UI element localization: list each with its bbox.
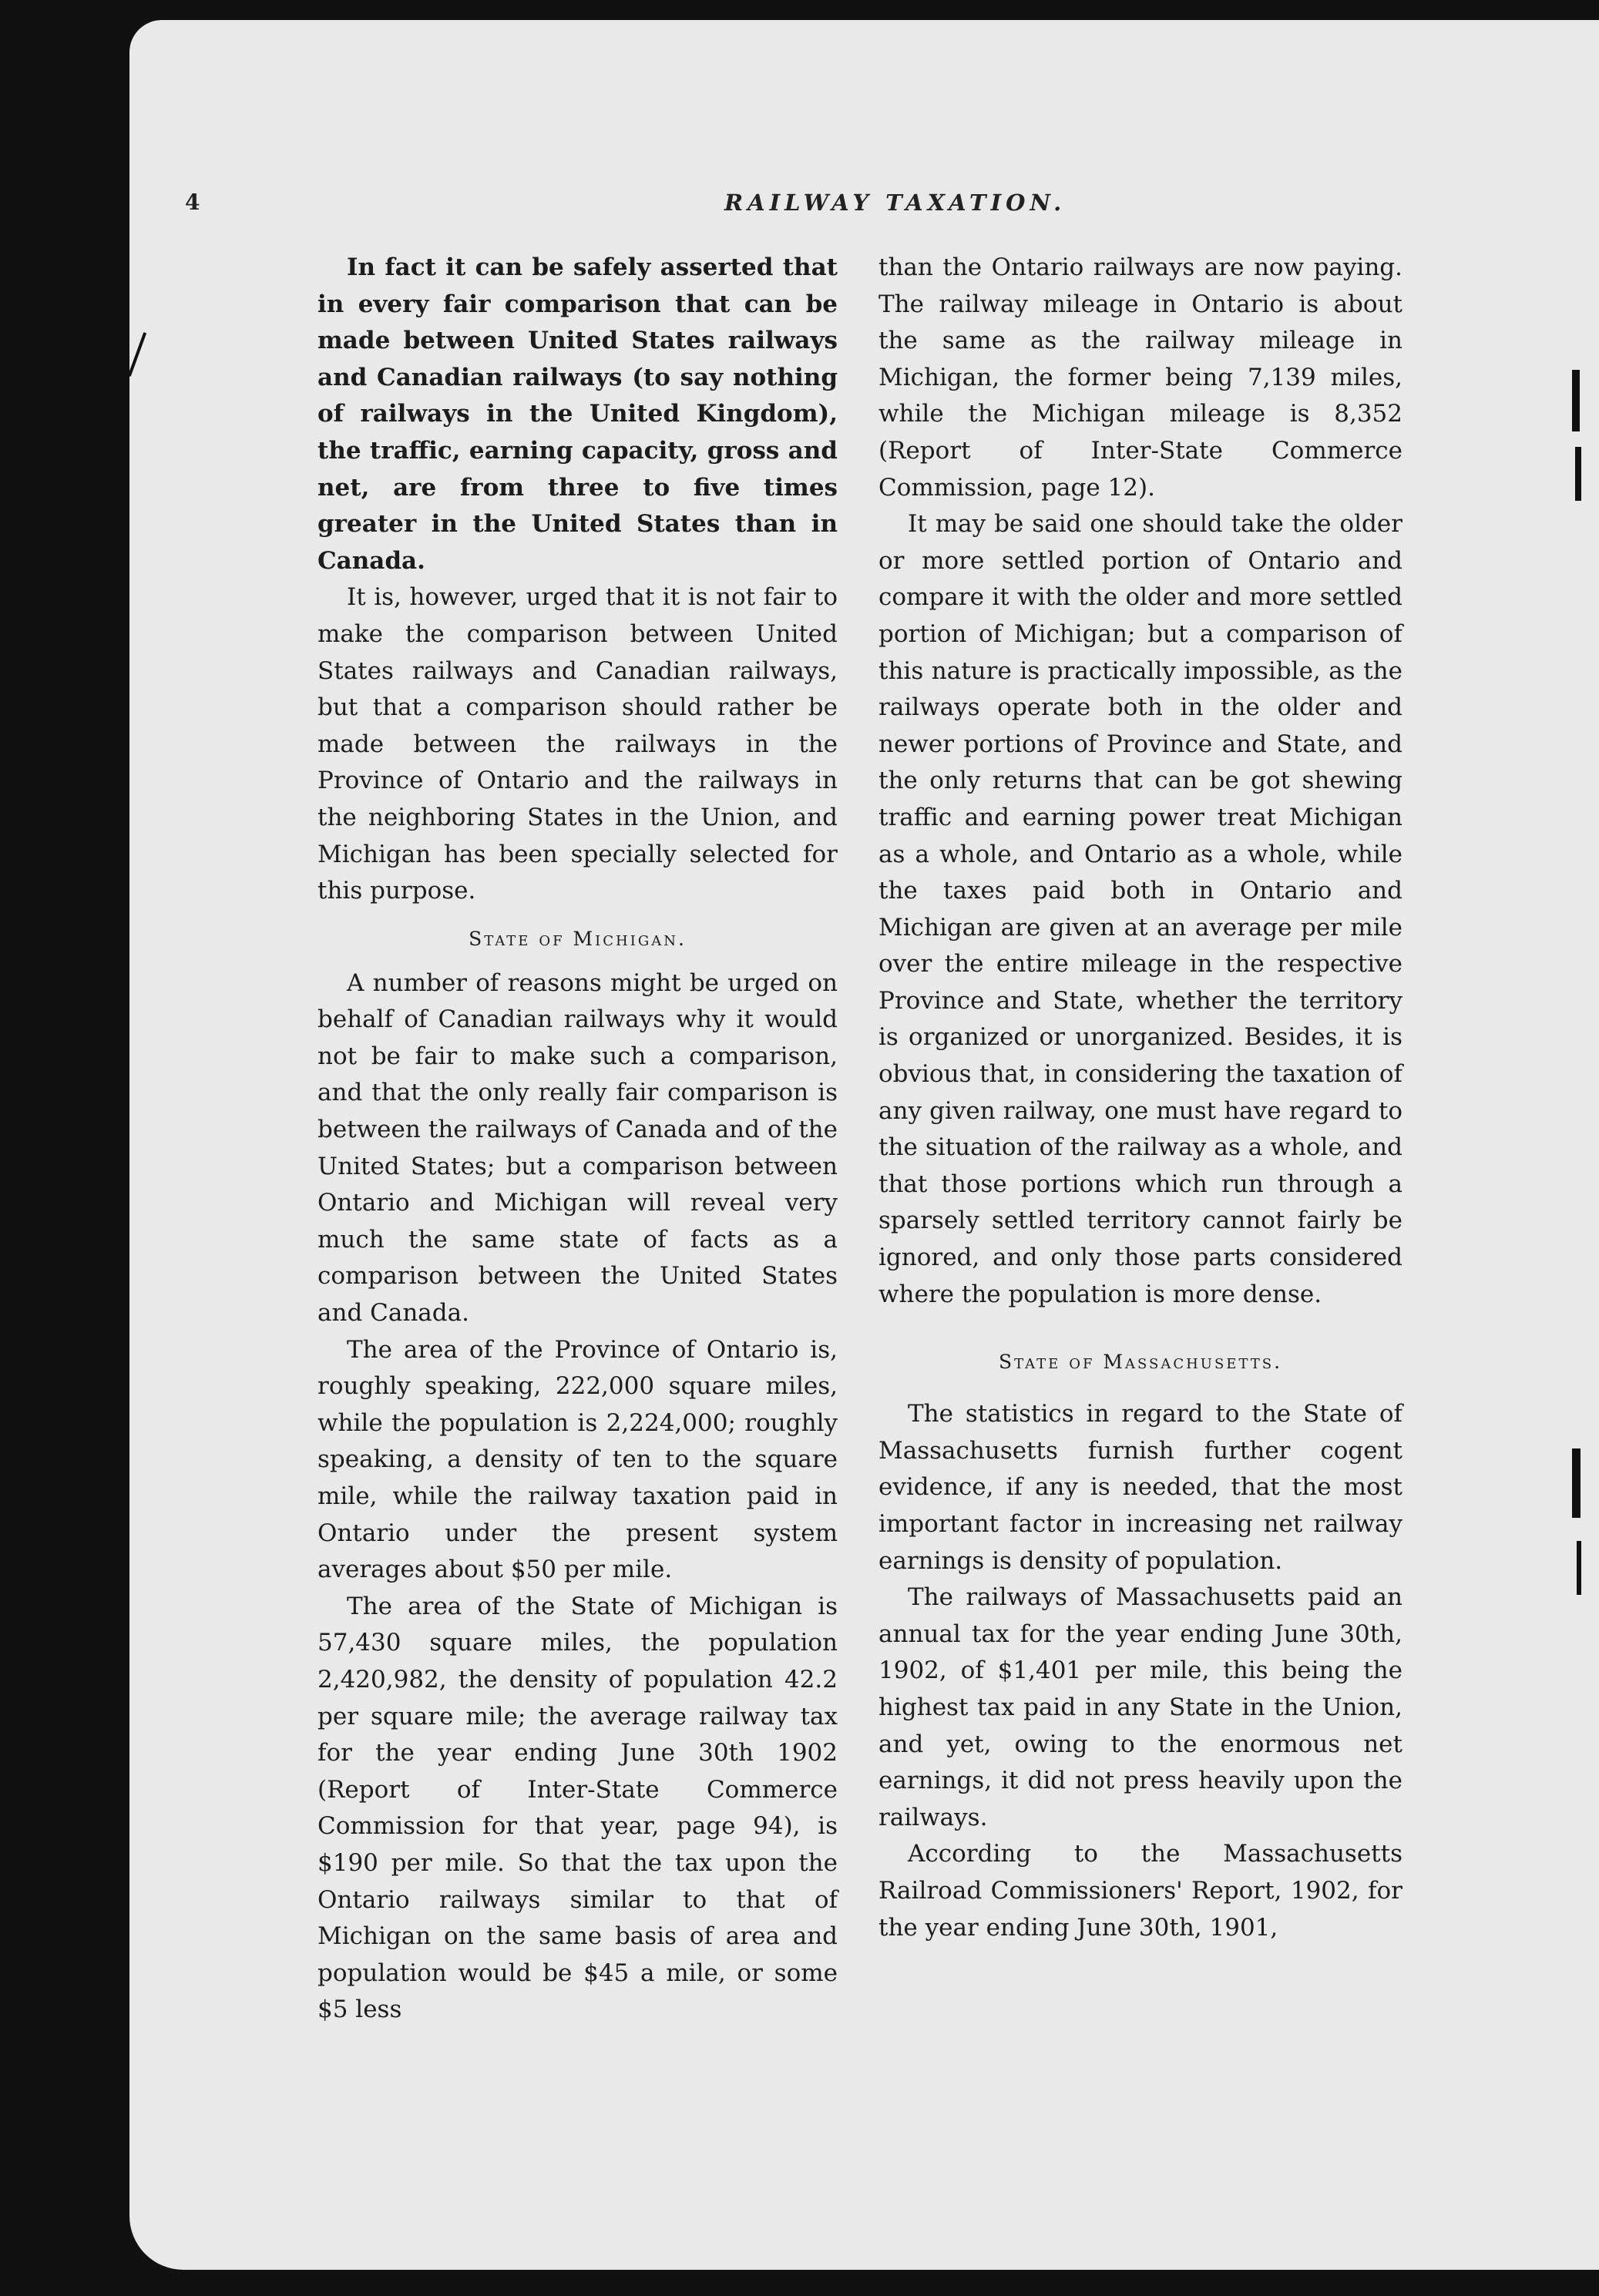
paragraph: It may be said one should take the older or more settled portion of Ontario and compare it with the older and more settled portion of Michigan; but a comparison of this nature is practically impossible, as the railways operate both in the older and newer portions of Province and State, and the only returns that can be got shewing traffic and earning power treat Michigan as a whole, and Ontario as a whole, while the taxes paid both in Ontario and Michigan are given at an average per mile over the entire mileage in the respective Province and State, whether the territory is organized or unorganized. Besides, it is obvious that, in considering the taxation of any given railway, one must have regard to the situation of the railway as a whole, and that those portions which run through a sparsely settled territory cannot fairly be ignored, and only those parts considered where the population is more dense. [878,510,1402,1308]
paragraph: The railways of Massachusetts paid an annual tax for the year ending June 30th, 1902, of $1,401 per mile, this being the highest tax paid in any State in the Union, and yet, owing to the enormous net earnings, it did not press heavily upon the railways. [878,1583,1402,1831]
section-heading-michigan: State of Michigan. [469,927,687,950]
paragraph: In fact it can be safely asserted that in every fair comparison that can be made between United States railways and Canadian railways (to say nothing of railways in the United Kingdom), the traffic, earning capacity, gross and net, are from three to five times greater in the United States than in Canada. [317,253,838,575]
margin-mark [1572,1448,1581,1518]
page-number: 4 [185,190,200,215]
margin-mark [1577,1541,1581,1595]
running-head-title: RAILWAY TAXATION. [724,190,1067,216]
paragraph: It is, however, urged that it is not fair to make the comparison between United States railways and Canadian railways, but that a comparison should rather be made between the railways in the Province of Ontario and the railways in the neighboring States in the Union, and Michigan has been specially selected for this purpose. [317,583,838,905]
right-column [878,250,1402,1946]
paragraph: The area of the Province of Ontario is, roughly speaking, 222,000 square miles, while the population is 2,224,000; roughly speaking, a density of ten to the square mile, while the railway taxation paid in Ontario under the present system averages about $50 per mile. [317,1335,838,1584]
section-heading-massachusetts: State of Massachusetts. [998,1351,1283,1374]
margin-mark [1575,447,1581,501]
paragraph: The area of the State of Michigan is 57,430 square miles, the population 2,420,982, the density of population 42.2 per square mile; the average railway tax for the year ending June 30th 1902 (Report of Inter-State Commerce Commission for that year, page 94), is $190 per mile. So that the tax upon the Ontario railways similar to that of Michigan on the same basis of area and population would be $45 a mile, or some $5 less [317,1592,838,2024]
left-column [317,250,838,2029]
paragraph: The statistics in regard to the State of Massachusetts furnish further cogent evidence, if any is needed, that the most important factor in increasing net railway earnings is density of population. [878,1400,1402,1575]
paragraph: A number of reasons might be urged on behalf of Canadian railways why it would not be fair to make such a comparison, and that the only really fair comparison is between the railways of Canada and of the United States; but a comparison between Ontario and Michigan will reveal very much the same state of facts as a comparison between the United States and Canada. [317,968,838,1328]
paragraph: According to the Massachusetts Railroad Commissioners' Report, 1902, for the year ending June 30th, 1901, [878,1840,1402,1942]
paragraph: than the Ontario railways are now paying. The railway mileage in Ontario is about the same as the railway mileage in Michigan, the former being 7,139 miles, while the Michigan mileage is 8,352 (Report of Inter-State Commerce Commission, page 12). [878,253,1402,502]
margin-mark [1572,370,1580,431]
